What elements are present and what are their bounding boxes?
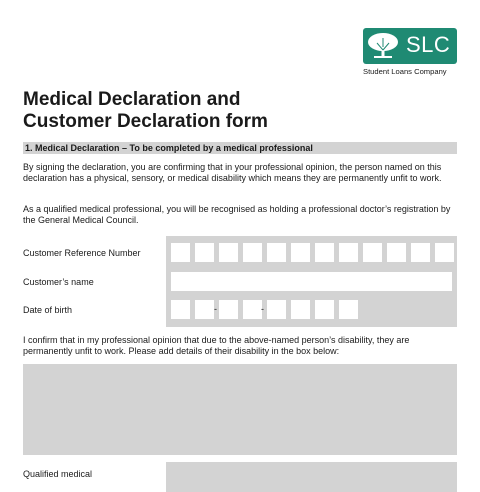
customer-reference-box[interactable] [339, 243, 358, 262]
logo-text: SLC [406, 32, 451, 57]
tree-icon [365, 30, 401, 62]
confirmation-paragraph: I confirm that in my professional opinion that due to the above-named person’s disability, they are permanently unfit to work. Please add details of their disability in the box below: [23, 335, 410, 356]
customer-name-field[interactable] [171, 272, 452, 291]
customer-name-label: Customer’s name [23, 277, 94, 287]
customer-reference-box[interactable] [435, 243, 454, 262]
dob-day-2[interactable] [195, 300, 214, 319]
dob-year-4[interactable] [339, 300, 358, 319]
dob-separator: - [214, 304, 217, 314]
customer-reference-box[interactable] [315, 243, 334, 262]
qualified-medical-field[interactable] [166, 462, 457, 492]
customer-reference-label: Customer Reference Number [23, 248, 141, 258]
title-line-1: Medical Declaration and [23, 89, 241, 110]
date-of-birth-label: Date of birth [23, 305, 73, 315]
customer-reference-box[interactable] [195, 243, 214, 262]
customer-reference-box[interactable] [387, 243, 406, 262]
customer-reference-box[interactable] [363, 243, 382, 262]
dob-month-1[interactable] [219, 300, 238, 319]
disability-details-field[interactable] [23, 364, 457, 455]
customer-reference-box[interactable] [291, 243, 310, 262]
page-title [23, 89, 268, 133]
customer-reference-box[interactable] [243, 243, 262, 262]
customer-reference-box[interactable] [219, 243, 238, 262]
dob-year-2[interactable] [291, 300, 310, 319]
customer-reference-box[interactable] [411, 243, 430, 262]
slc-logo [363, 28, 457, 76]
registration-paragraph: As a qualified medical professional, you will be recognised as holding a professional doctor’s registration by the General Medical Council. [23, 204, 451, 225]
dob-month-2[interactable] [243, 300, 262, 319]
logo-badge [363, 28, 457, 64]
customer-reference-box[interactable] [171, 243, 190, 262]
dob-day-1[interactable] [171, 300, 190, 319]
dob-separator: - [261, 304, 264, 314]
customer-reference-box[interactable] [267, 243, 286, 262]
declaration-paragraph: By signing the declaration, you are confirming that in your professional opinion, the person named on this declaration has a physical, sensory, or medical disability which means they are permanently unfit to work. [23, 162, 442, 183]
title-line-2: Customer Declaration form [23, 111, 268, 132]
dob-year-3[interactable] [315, 300, 334, 319]
logo-subtitle: Student Loans Company [363, 67, 447, 76]
dob-year-1[interactable] [267, 300, 286, 319]
section-heading: 1. Medical Declaration – To be completed by a medical professional [23, 142, 457, 154]
qualified-medical-label: Qualified medical [23, 469, 93, 479]
